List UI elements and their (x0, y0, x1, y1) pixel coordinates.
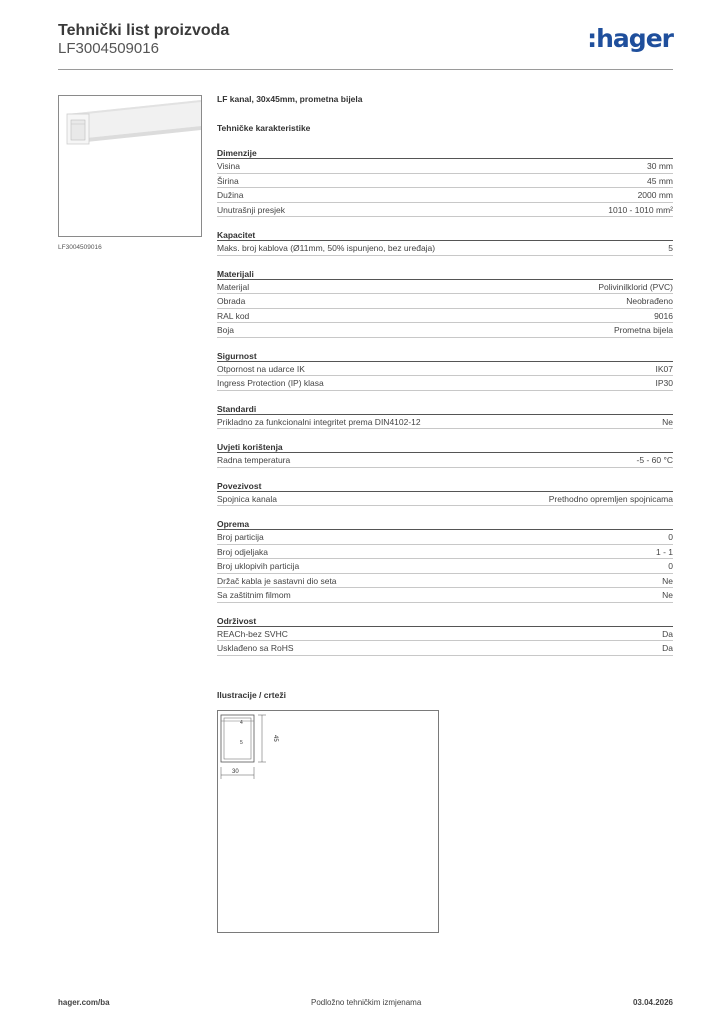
spec-label: Unutrašnji presjek (217, 204, 286, 215)
spec-label: Boja (217, 325, 235, 335)
spec-row (217, 174, 673, 189)
spec-row (217, 323, 673, 338)
spec-group (217, 442, 673, 468)
spec-value: 1 - 1 (655, 546, 673, 557)
header-divider (58, 69, 673, 70)
spec-group (217, 230, 673, 256)
duct-cross-section-drawing (218, 711, 438, 932)
spec-label: RAL kod (217, 310, 250, 321)
spec-label: Materijal (217, 281, 250, 292)
spec-group-title: Dimenzije (217, 148, 673, 159)
spec-row (217, 241, 673, 256)
spec-row (217, 492, 673, 507)
spec-row (217, 159, 673, 174)
spec-group-title: Standardi (217, 404, 673, 415)
spec-group (217, 616, 673, 656)
spec-value: 1010 - 1010 mm² (608, 204, 673, 215)
spec-label: Usklađeno sa RoHS (217, 643, 294, 653)
spec-label: Prikladno za funkcionalni integritet prema DIN4102-12 (217, 416, 421, 427)
page-header (58, 20, 673, 70)
spec-label: Broj uklopivih particija (217, 561, 300, 571)
spec-value: IK07 (655, 363, 673, 374)
drawing-mark-top: 4 (240, 720, 243, 726)
spec-label: Širina (217, 175, 239, 186)
spec-value: Ne (662, 590, 673, 600)
cable-duct-image (59, 96, 201, 236)
spec-group-title: Oprema (217, 519, 673, 530)
spec-label: Otpornost na udarce IK (217, 363, 305, 374)
spec-value: 30 mm (647, 161, 673, 171)
spec-value: Prethodno opremljen spojnicama (548, 493, 673, 504)
spec-group-title: Povezivost (217, 481, 673, 492)
product-name: LF kanal, 30x45mm, prometna bijela (217, 94, 363, 104)
spec-value: Ne (662, 575, 673, 586)
spec-label: Dužina (217, 190, 244, 200)
spec-label: Spojnica kanala (217, 493, 278, 504)
spec-group (217, 269, 673, 338)
document-title: Tehnički list proizvoda (58, 22, 230, 39)
spec-value: Polivinilklorid (PVC) (598, 281, 673, 292)
spec-group (217, 404, 673, 430)
spec-group (217, 351, 673, 391)
spec-value: Da (662, 643, 673, 653)
spec-value: 2000 mm (637, 190, 673, 200)
spec-row (217, 588, 673, 603)
spec-group-title: Kapacitet (217, 230, 673, 241)
spec-group (217, 481, 673, 507)
specs-heading: Tehničke karakteristike (217, 123, 311, 133)
illustrations-title: Ilustracije / crteži (217, 690, 286, 700)
spec-row (217, 545, 673, 560)
footer-disclaimer: Podložno tehničkim izmjenama (311, 998, 422, 1007)
product-image (58, 95, 202, 237)
spec-row (217, 309, 673, 324)
spec-value: IP30 (655, 378, 673, 388)
spec-group-title: Uvjeti korištenja (217, 442, 673, 453)
spec-label: Držač kabla je sastavni dio seta (217, 575, 337, 586)
spec-group-title: Materijali (217, 269, 673, 280)
page-footer (58, 998, 673, 1010)
spec-row (217, 362, 673, 377)
spec-groups (217, 148, 673, 656)
spec-value: 5 (668, 243, 673, 253)
spec-value: -5 - 60 °C (636, 455, 673, 465)
image-caption: LF3004509016 (58, 244, 102, 251)
spec-row (217, 280, 673, 295)
spec-value: Da (662, 628, 673, 639)
spec-group (217, 519, 673, 603)
spec-label: Ingress Protection (IP) klasa (217, 378, 324, 388)
spec-label: Sa zaštitnim filmom (217, 590, 291, 600)
width-dimension-label: 30 (232, 769, 239, 775)
spec-row (217, 574, 673, 589)
spec-row (217, 376, 673, 391)
spec-label: Radna temperatura (217, 455, 291, 465)
spec-value: 9016 (654, 310, 673, 321)
spec-label: Broj particija (217, 532, 264, 542)
hager-logo: :hager (587, 24, 673, 53)
spec-row (217, 203, 673, 218)
drawing-mark-mid: 5 (240, 740, 243, 746)
spec-row (217, 294, 673, 309)
spec-group (217, 148, 673, 217)
spec-value: Prometna bijela (613, 325, 673, 335)
spec-label: Obrada (217, 296, 246, 306)
spec-row (217, 530, 673, 545)
height-dimension-label: 45 (272, 735, 278, 742)
product-code: LF3004509016 (58, 40, 159, 57)
spec-row (217, 453, 673, 468)
spec-group-title: Sigurnost (217, 351, 673, 362)
technical-specifications (217, 94, 673, 656)
footer-date: 03.04.2026 (632, 998, 673, 1007)
spec-row (217, 188, 673, 203)
technical-drawing (217, 710, 439, 933)
footer-website: hager.com/ba (58, 998, 110, 1007)
spec-row (217, 641, 673, 656)
spec-value: Ne (662, 416, 673, 427)
spec-value: Neobrađeno (626, 296, 673, 306)
spec-value: 0 (668, 561, 673, 571)
spec-value: 45 mm (647, 175, 673, 186)
spec-value: 0 (668, 532, 673, 542)
spec-row (217, 415, 673, 430)
spec-label: Broj odjeljaka (217, 546, 269, 557)
spec-row (217, 627, 673, 642)
spec-group-title: Održivost (217, 616, 673, 627)
spec-label: REACh-bez SVHC (217, 628, 288, 639)
spec-label: Visina (217, 161, 240, 171)
spec-label: Maks. broj kablova (Ø11mm, 50% ispunjeno, bez uređaja) (217, 243, 436, 253)
spec-row (217, 559, 673, 574)
